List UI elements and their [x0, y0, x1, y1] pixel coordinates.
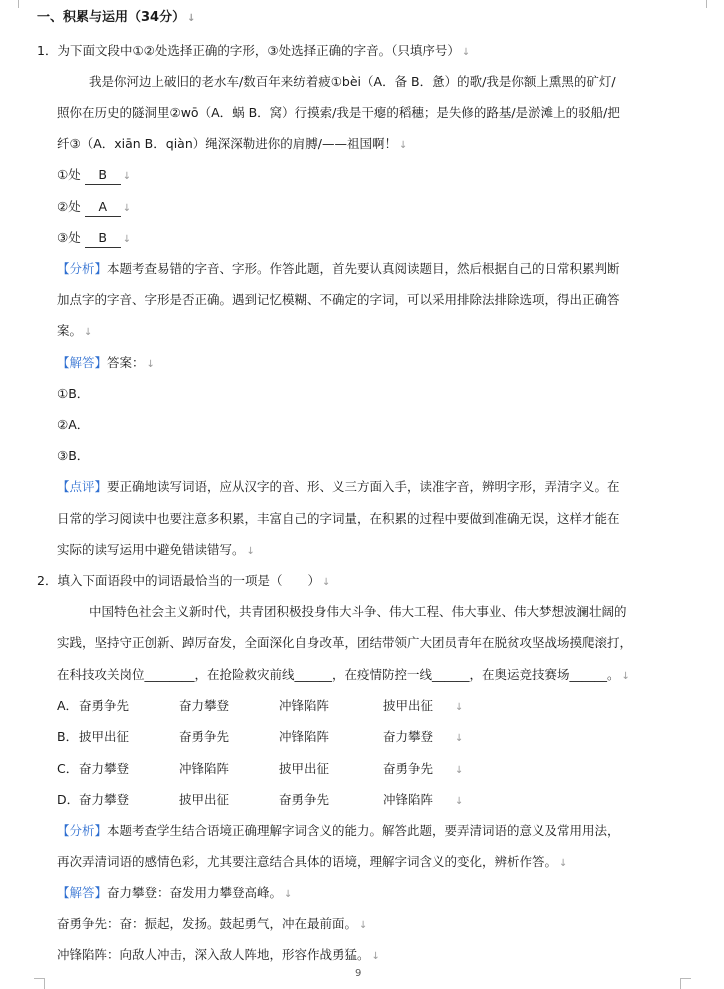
q2-passage-line: 在科技攻关岗位________，在抢险救灾前线______，在疫情防控一线______，在奥运竞技赛场______。 ↓ — [57, 667, 630, 682]
crop-mark-top-left — [8, 0, 19, 8]
q1-passage-line: 纤③（A．xiān B．qiàn）绳深深勒进你的肩膊/——祖国啊！ ↓ — [57, 136, 408, 151]
q1-blank-2: ②处 A ↓ — [57, 198, 131, 218]
q2-answer: 【解答】奋力攀登：奋发用力攀登高峰。 ↓ — [57, 885, 293, 900]
q1-answer-3: B — [85, 229, 121, 248]
q1-answer-heading: 【解答】答案： ↓ — [57, 355, 155, 370]
q1-stem: 1．为下面文段中①②处选择正确的字形，③处选择正确的字音。（只填序号） ↓ — [37, 43, 471, 58]
q1-blank-3: ③处 B ↓ — [57, 229, 131, 249]
answer-tag: 【解答】 — [57, 355, 108, 370]
q2-option-c: C．奋力攀登 冲锋陷阵 披甲出征 奋勇争先 ↓ — [57, 761, 464, 776]
q1-answer-line: ②A． — [57, 417, 90, 432]
q1-answer-1: B — [85, 166, 121, 185]
section-title: 一、积累与运用（34分） ↓ — [37, 10, 196, 25]
q1-comment: 【点评】要正确地读写词语，应从汉字的音、形、义三方面入手，读准字音，辨明字形，弄清字义。在 — [57, 479, 620, 494]
q2-option-d: D．奋力攀登 披甲出征 奋勇争先 冲锋陷阵 ↓ — [57, 792, 464, 807]
q1-answer-2: A — [85, 198, 121, 217]
q1-analysis-line: 案。 ↓ — [57, 323, 93, 338]
q1-analysis: 【分析】本题考查易错的字音、字形。作答此题，首先要认真阅读题目，然后根据自己的日常积累判断 — [57, 261, 620, 276]
q2-option-b: B．披甲出征 奋勇争先 冲锋陷阵 奋力攀登 ↓ — [57, 729, 464, 744]
q2-answer-line: 奋勇争先：奋：振起，发扬。鼓起勇气，冲在最前面。 ↓ — [57, 916, 368, 931]
q1-answer-line: ③B． — [57, 448, 90, 463]
q2-option-a: A．奋勇争先 奋力攀登 冲锋陷阵 披甲出征 ↓ — [57, 698, 464, 713]
comment-tag: 【点评】 — [57, 479, 108, 494]
q2-stem: 2．填入下面语段中的词语最恰当的一项是（ ） ↓ — [37, 573, 331, 588]
q1-passage-line: 我是你河边上破旧的老水车/数百年来纺着疲①bèi（A．备 B．惫）的歌/我是你额上熏黑的矿灯/ — [89, 74, 616, 89]
crop-mark-top-right — [706, 0, 717, 8]
crop-mark-bottom-right — [680, 978, 691, 989]
q1-analysis-line: 加点字的字音、字形是否正确。遇到记忆模糊、不确定的字词，可以采用排除法排除选项，得出正确答 — [57, 292, 620, 307]
page-number: 9 — [355, 968, 362, 979]
q2-passage-line: 中国特色社会主义新时代，共青团积极投身伟大斗争、伟大工程、伟大事业、伟大梦想波澜壮阔的 — [89, 604, 627, 619]
answer-tag: 【解答】 — [57, 885, 108, 900]
crop-mark-bottom-left — [34, 978, 45, 989]
q1-comment-line: 日常的学习阅读中也要注意多积累，丰富自己的字词量，在积累的过程中要做到准确无误，这样才能在 — [57, 511, 620, 526]
q1-answer-line: ①B． — [57, 386, 90, 401]
q2-analysis: 【分析】本题考查学生结合语境正确理解字词含义的能力。解答此题，要弄清词语的意义及常用用法， — [57, 823, 620, 838]
analysis-tag: 【分析】 — [57, 261, 108, 276]
q2-passage-line: 实践，坚持守正创新、踔厉奋发，全面深化自身改革，团结带领广大团员青年在脱贫攻坚战场摸爬滚打， — [57, 635, 633, 650]
q1-blank-1: ①处 B ↓ — [57, 166, 131, 186]
analysis-tag: 【分析】 — [57, 823, 108, 838]
q2-answer-line: 冲锋陷阵：向敌人冲击，深入敌人阵地，形容作战勇猛。 ↓ — [57, 947, 380, 962]
q1-passage-line: 照你在历史的隧洞里②wō（A．蜗 B．窝）行摸索/我是干瘪的稻穗；是失修的路基/是淤滩上的驳船/把 — [57, 105, 620, 120]
q2-analysis-line: 再次弄清词语的感情色彩，尤其要注意结合具体的语境，理解字词含义的变化，辨析作答。 ↓ — [57, 854, 568, 869]
q1-comment-line: 实际的读写运用中避免错读错写。 ↓ — [57, 542, 255, 557]
